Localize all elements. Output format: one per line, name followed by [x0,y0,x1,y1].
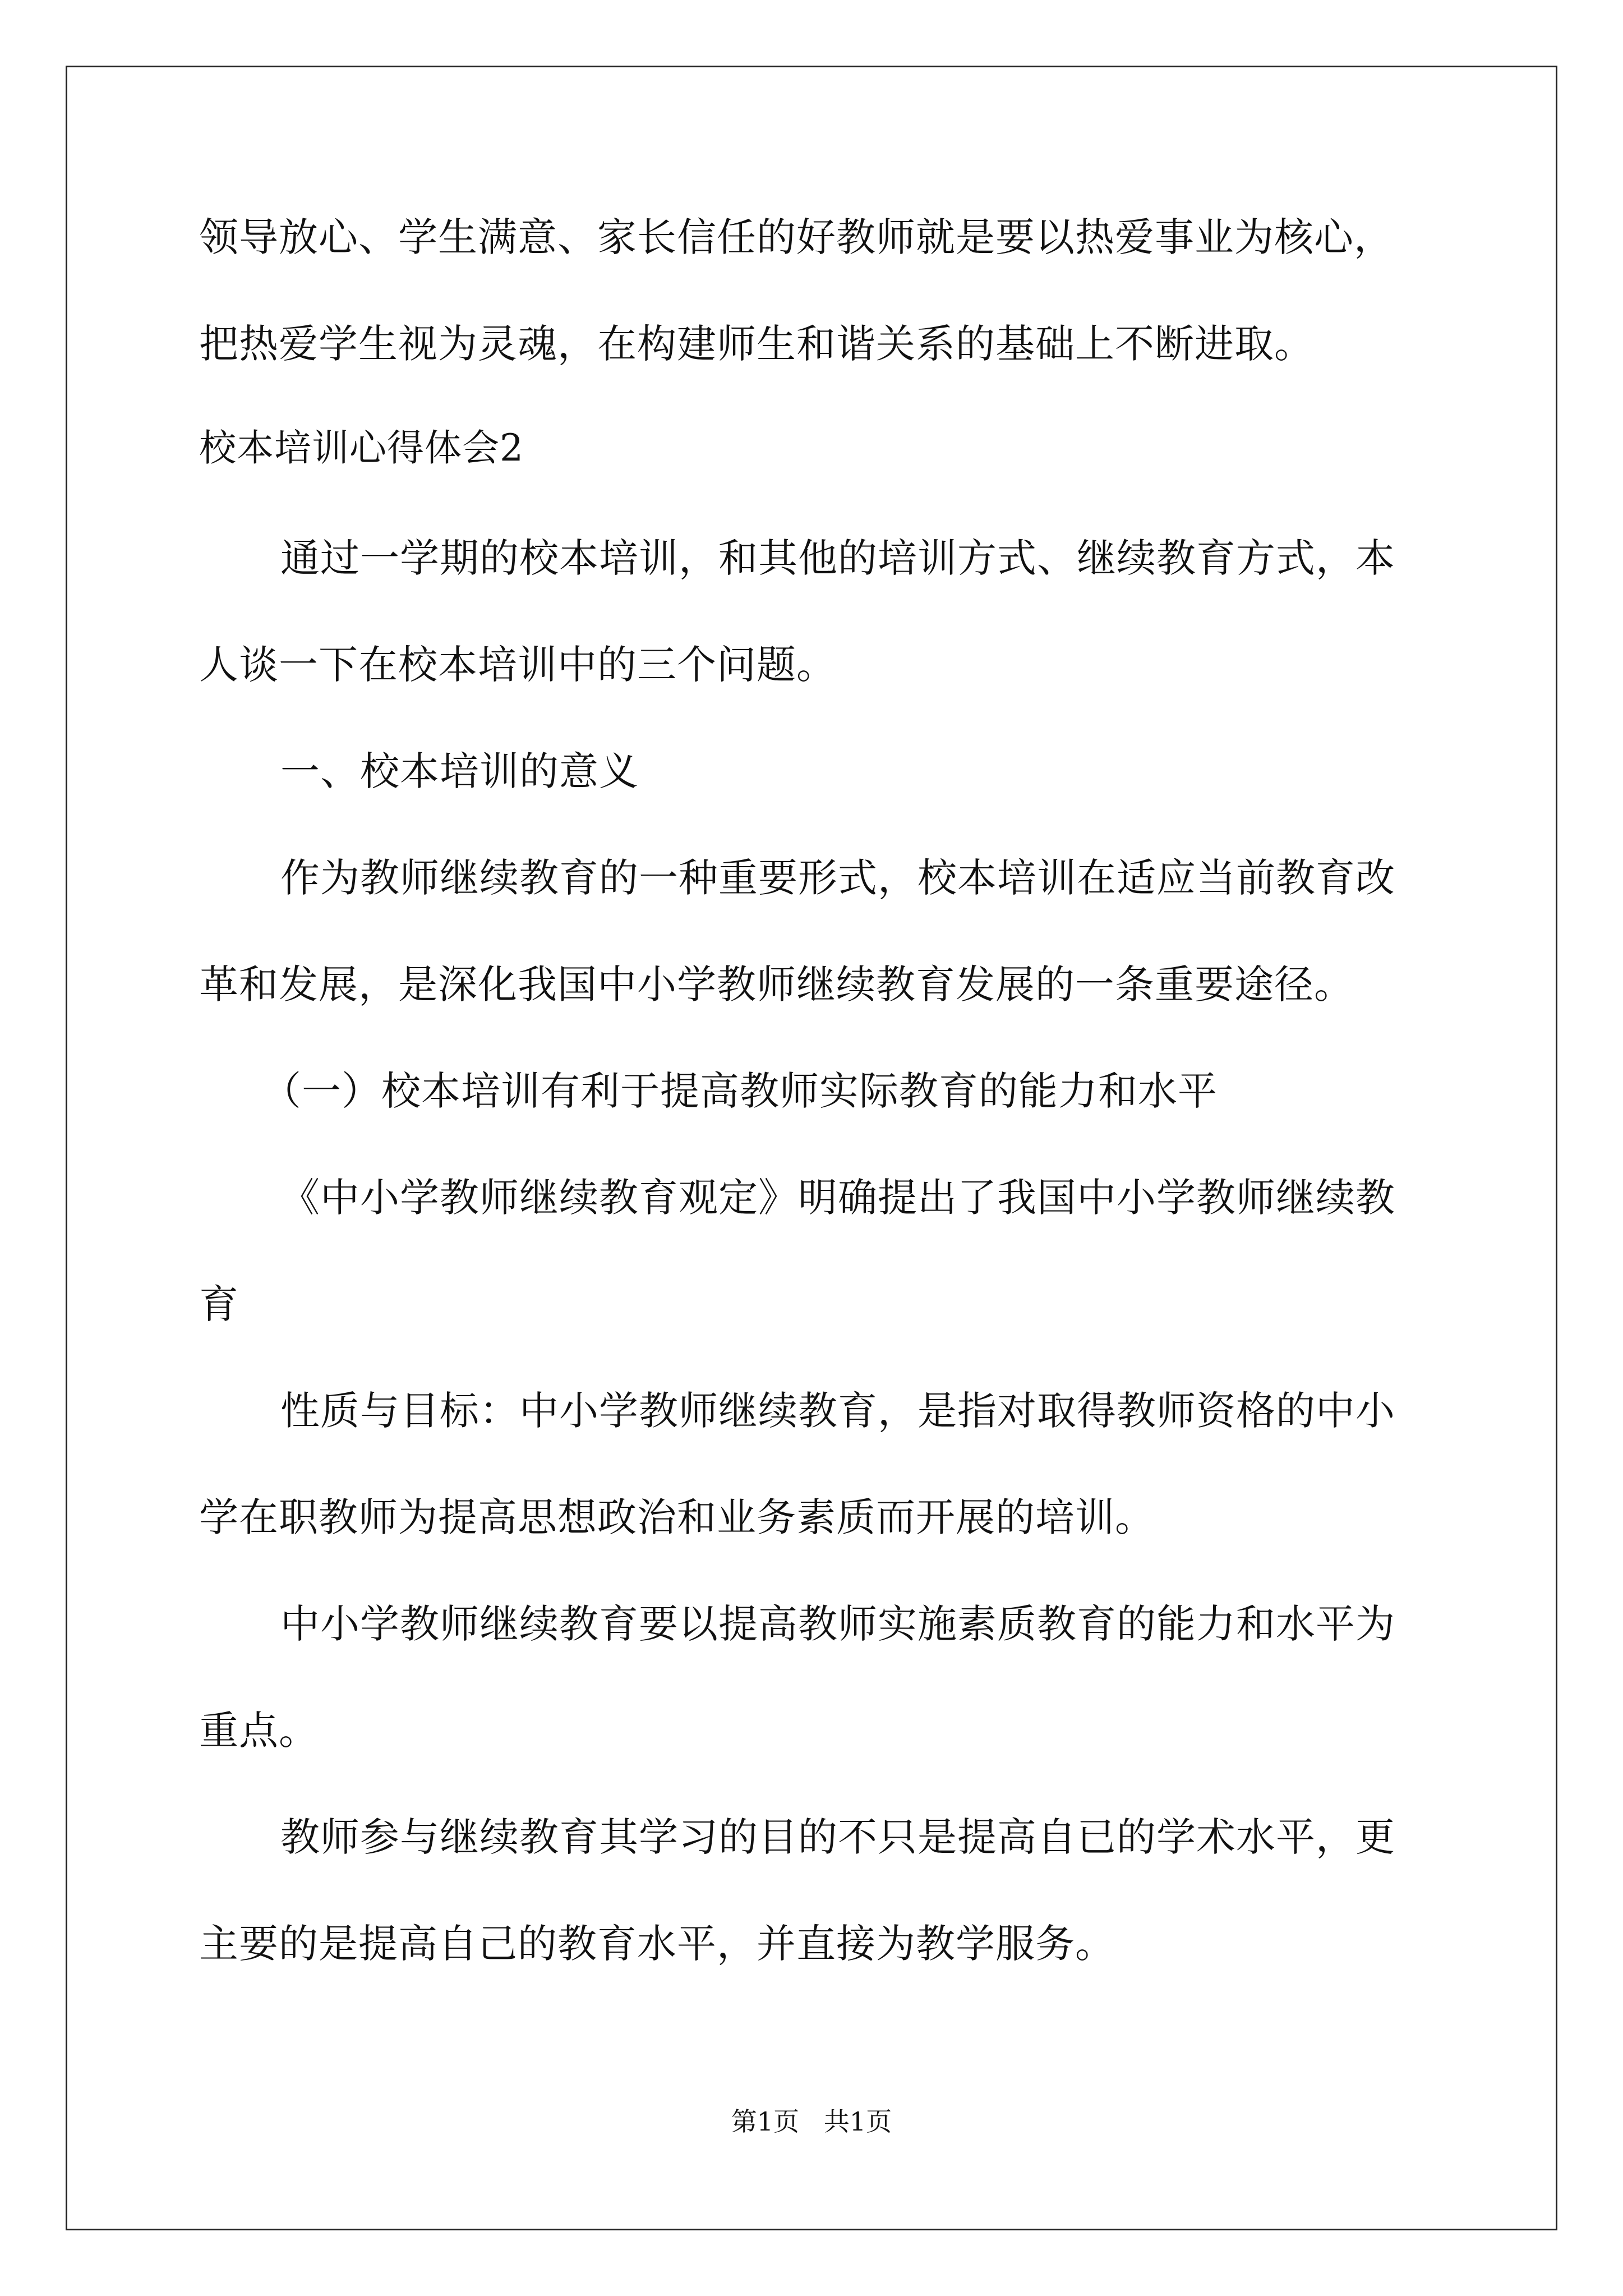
paragraph-line: 学在职教师为提高思想政治和业务素质而开展的培训。 [199,1494,1155,1540]
paragraph-line: 教师参与继续教育其学习的目的不只是提高自已的学术水平，更 [280,1814,1395,1860]
subheading: 一、校本培训的意义 [280,748,639,794]
page-border [66,66,1557,2230]
paragraph-line: 《中小学教师继续教育观定》明确提出了我国中小学教师继续教 [280,1175,1395,1221]
paragraph-line: 把热爱学生视为灵魂，在构建师生和谐关系的基础上不断进取。 [199,321,1314,367]
paragraph-line: 重点。 [199,1708,319,1754]
page-number: 第1页 共1页 [731,2106,892,2137]
paragraph-line: 领导放心、学生满意、家长信任的好教师就是要以热爱事业为核心， [199,214,1394,260]
subheading: （一）校本培训有利于提高教师实际教育的能力和水平 [262,1068,1218,1114]
paragraph-line: 中小学教师继续教育要以提高教师实施素质教育的能力和水平为 [280,1601,1395,1647]
paragraph-line: 通过一学期的校本培训，和其他的培训方式、继续教育方式，本 [280,535,1395,581]
paragraph-line: 育 [199,1281,239,1327]
paragraph-line: 革和发展，是深化我国中小学教师继续教育发展的一条重要途径。 [199,961,1354,1007]
section-heading: 校本培训心得体会2 [199,426,524,470]
paragraph-line: 主要的是提高自己的教育水平，并直接为教学服务。 [199,1921,1115,1967]
paragraph-line: 作为教师继续教育的一种重要形式，校本培训在适应当前教育改 [280,855,1395,901]
paragraph-line: 性质与目标：中小学教师继续教育，是指对取得教师资格的中小 [280,1388,1395,1434]
paragraph-line: 人谈一下在校本培训中的三个问题。 [199,642,836,688]
